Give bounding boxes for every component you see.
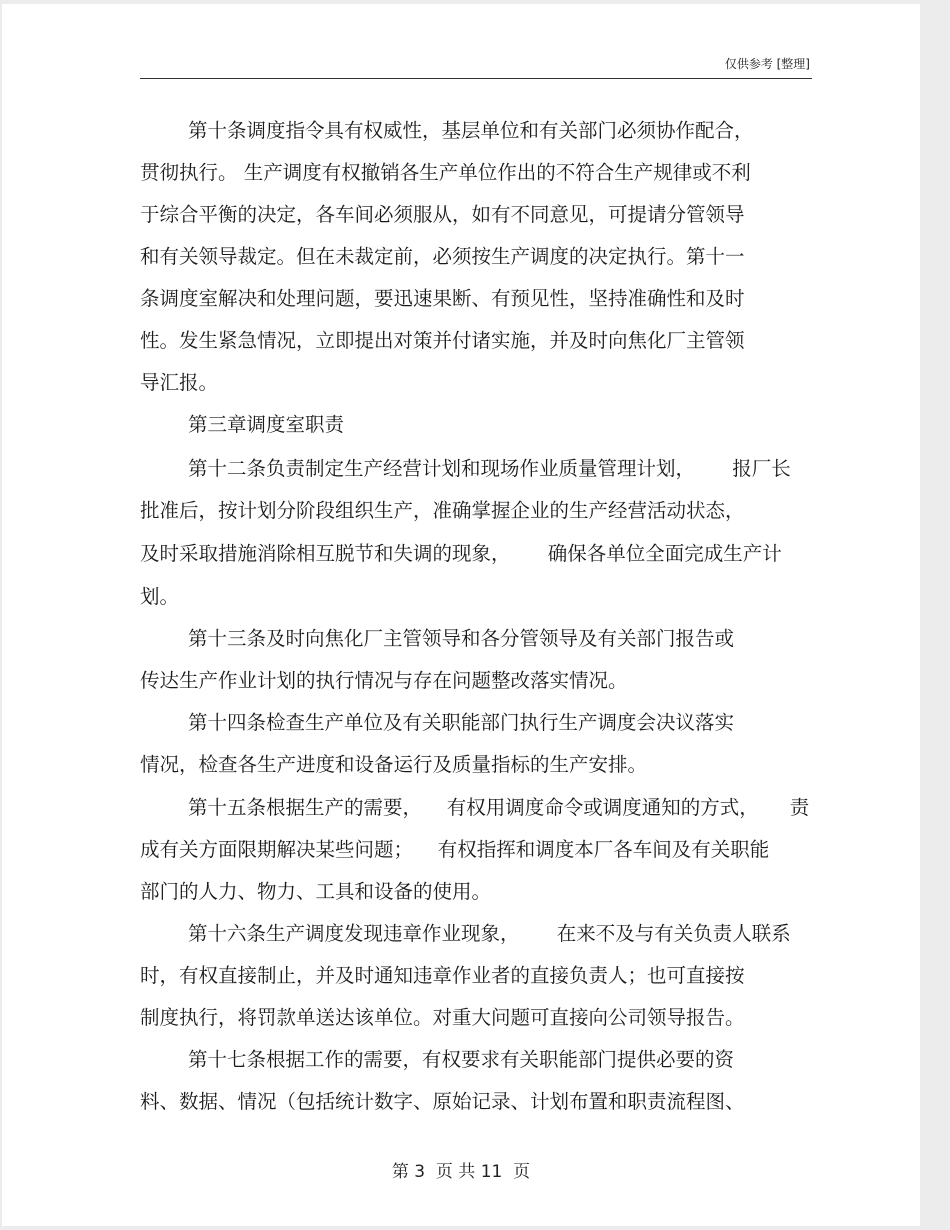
text-line: 第十二条负责制定生产经营计划和现场作业质量管理计划， 报厂长 bbox=[188, 457, 791, 480]
chapter-heading: 第三章调度室职责 bbox=[188, 413, 345, 436]
text-line: 导汇报。 bbox=[140, 371, 219, 394]
text-line: 第十条调度指令具有权威性，基层单位和有关部门必须协作配合， bbox=[188, 119, 754, 142]
header-divider bbox=[140, 78, 812, 79]
text-line: 传达生产作业计划的执行情况与存在问题整改落实情况。 bbox=[140, 669, 628, 692]
text-line: 第十四条检查生产单位及有关职能部门执行生产调度会决议落实 bbox=[188, 711, 735, 734]
text-line: 第十五条根据生产的需要， 有权用调度命令或调度通知的方式， 责 bbox=[188, 796, 810, 819]
text-line: 性。发生紧急情况，立即提出对策并付诸实施，并及时向焦化厂主管领 bbox=[140, 329, 745, 352]
text-line: 部门的人力、物力、工具和设备的使用。 bbox=[140, 880, 492, 903]
text-line: 及时采取措施消除相互脱节和失调的现象， 确保各单位全面完成生产计 bbox=[140, 542, 782, 565]
text-line: 料、数据、情况（包括统计数字、原始记录、计划布置和职责流程图、 bbox=[140, 1090, 745, 1113]
text-line: 第十六条生产调度发现违章作业现象， 在来不及与有关负责人联系 bbox=[188, 922, 791, 945]
text-line: 于综合平衡的决定，各车间必须服从，如有不同意见，可提请分管领导 bbox=[140, 203, 745, 226]
text-line: 贯彻执行。 生产调度有权撤销各生产单位作出的不符合生产规律或不利 bbox=[140, 161, 751, 184]
text-line: 成有关方面限期解决某些问题； 有权指挥和调度本厂各车间及有关职能 bbox=[140, 838, 770, 861]
page-number: 第 3 页 共 11 页 bbox=[391, 1162, 531, 1182]
text-line: 情况，检查各生产进度和设备运行及质量指标的生产安排。 bbox=[140, 753, 648, 776]
text-line: 第十七条根据工作的需要，有权要求有关职能部门提供必要的资 bbox=[188, 1048, 735, 1071]
text-line: 和有关领导裁定。但在未裁定前，必须按生产调度的决定执行。第十一 bbox=[140, 245, 745, 268]
text-line: 时，有权直接制止，并及时通知违章作业者的直接负责人；也可直接按 bbox=[140, 964, 745, 987]
text-line: 批准后，按计划分阶段组织生产，准确掌握企业的生产经营活动状态， bbox=[140, 499, 745, 522]
text-line: 条调度室解决和处理问题，要迅速果断、有预见性，坚持准确性和及时 bbox=[140, 287, 745, 310]
document-page bbox=[2, 4, 920, 1226]
text-line: 划。 bbox=[140, 585, 180, 608]
text-line: 制度执行，将罚款单送达该单位。对重大问题可直接向公司领导报告。 bbox=[140, 1006, 745, 1029]
header-note: 仅供参考 [整理] bbox=[724, 57, 810, 71]
text-line: 第十三条及时向焦化厂主管领导和各分管领导及有关部门报告或 bbox=[188, 627, 735, 650]
